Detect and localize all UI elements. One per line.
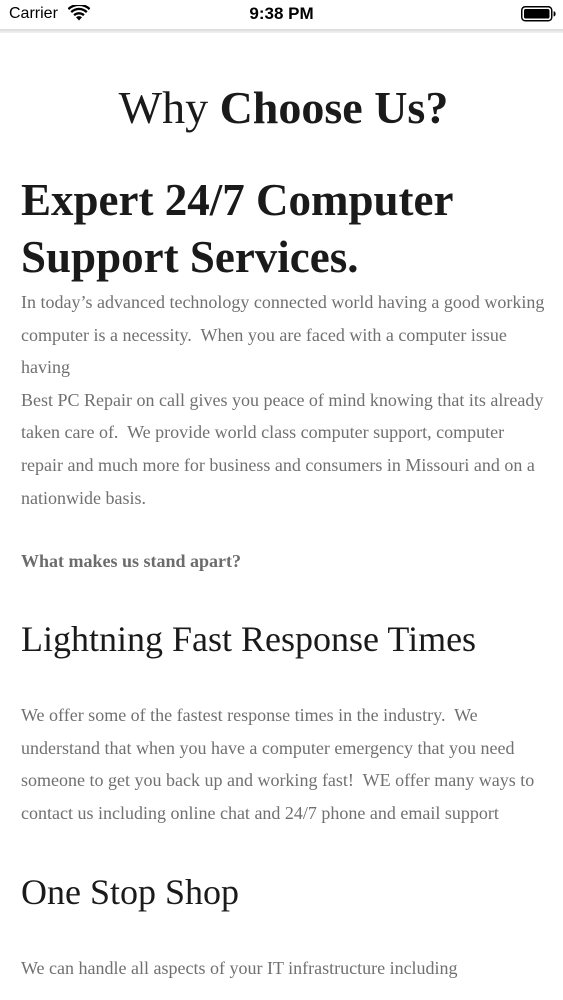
page-title (21, 81, 546, 135)
page-content (21, 33, 546, 984)
section-heading-response-times: Lightning Fast Response Times (21, 619, 477, 660)
hero-heading: Expert 24/7 Computer Support Services. (21, 175, 453, 282)
clock: 9:38 PM (249, 4, 314, 23)
page-title-bold: Choose Us? (219, 82, 449, 133)
sub-question: What makes us stand apart? (21, 551, 242, 572)
page-title-plain: Why (118, 82, 220, 133)
section-body-response-times: We offer some of the fastest response times in the industry. We understand that when you have a computer emergency that you need someone to get you back up and working fast! WE offer many ways to contact us including online chat and 24/7 phone and email support (21, 705, 535, 823)
intro-paragraph-2: Best PC Repair on call gives you peace of mind knowing that its already taken care of. We provide world class computer support, computer repair and much more for business and consumers in Missouri and on a nationwide basis. (21, 389, 544, 508)
section-body-one-stop-shop: We can handle all aspects of your IT infrastructure including (21, 957, 458, 978)
carrier-label: Carrier (9, 5, 58, 22)
status-bar (0, 0, 563, 30)
intro-paragraph-1: In today’s advanced technology connected world having a good working computer is a necessity. When you are faced with a computer issue having (21, 292, 545, 378)
section-heading-one-stop-shop: One Stop Shop (21, 871, 240, 912)
battery-icon (521, 6, 556, 22)
